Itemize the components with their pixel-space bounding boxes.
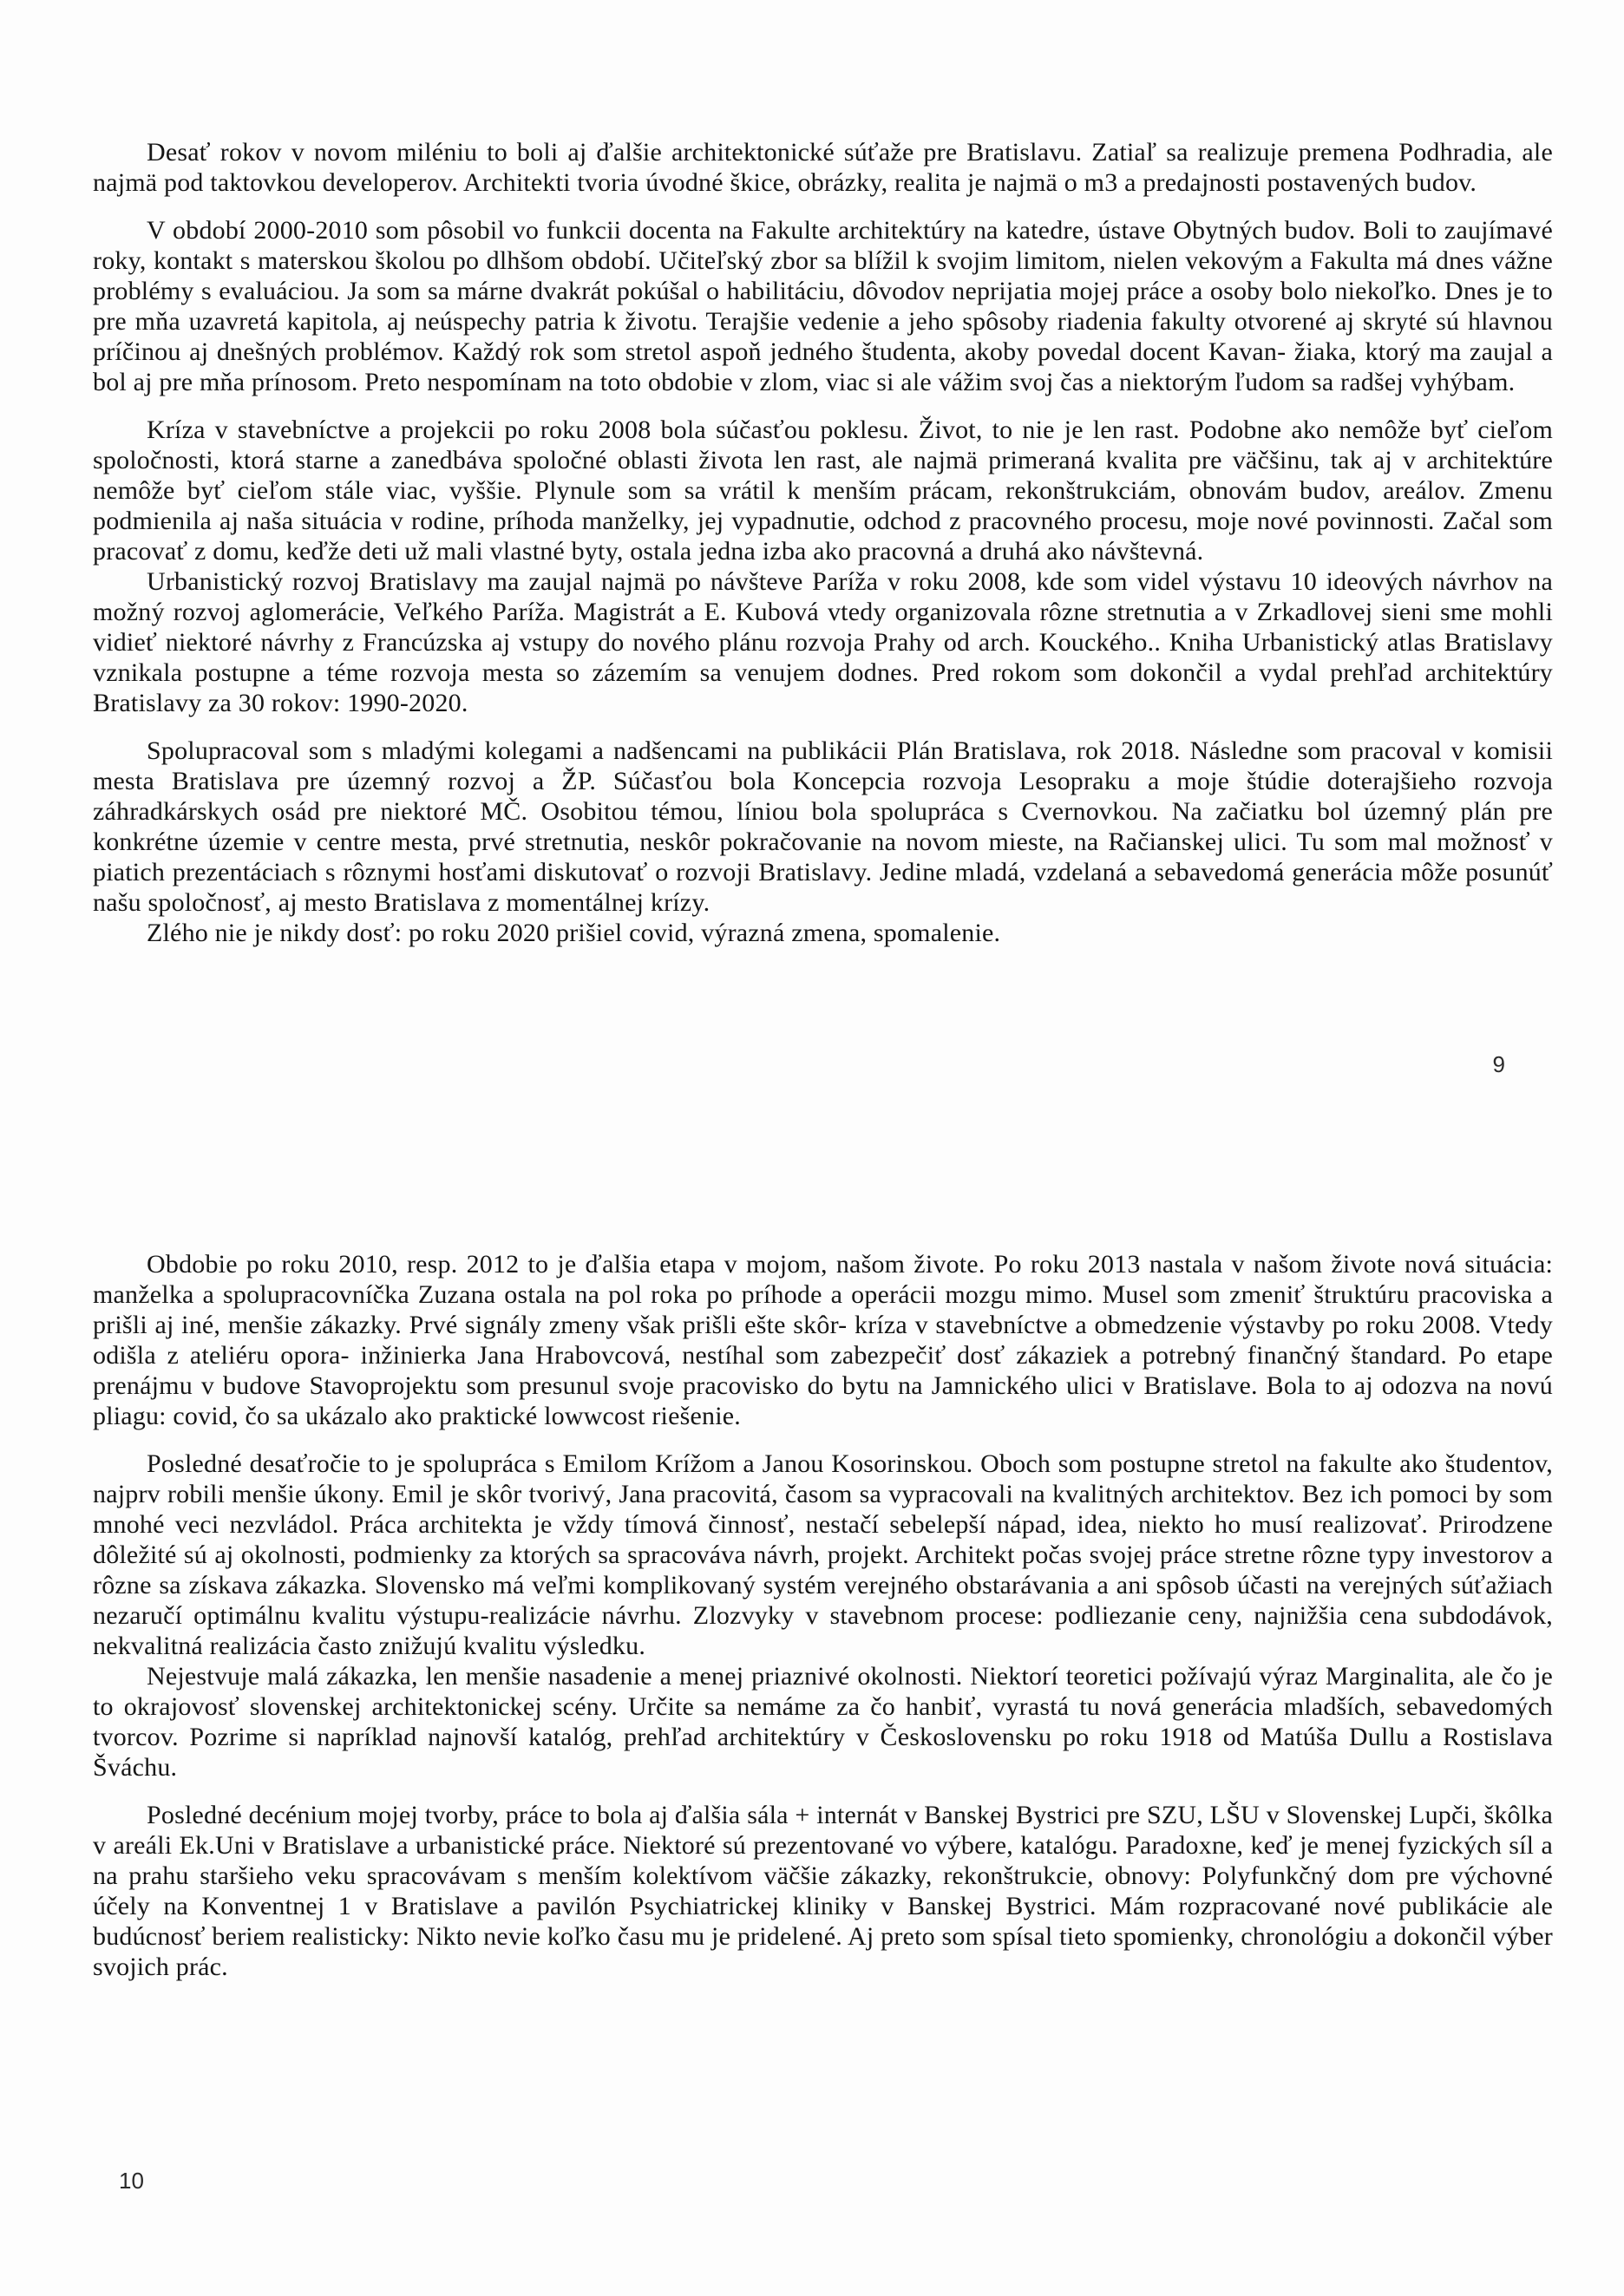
paragraph: Kríza v stavebníctve a projekcii po roku 2008 bola súčasťou poklesu. Život, to nie je len rast. Podobne ako nemôže byť cieľom spoločnosti, ktorá starne a zanedbáva spoločné oblasti života len rast, ale najmä primeraná kvalita pre väčšinu, tak aj v architektúre nemôže byť cieľom stále viac, vyššie. Plynule som sa vrátil k menším prácam, rekonštrukciám, obnovám budov, areálov. Zmenu podmienila aj naša situácia v rodine, príhoda manželky, jej vypadnutie, odchod z pracovného procesu, moje nové povinnosti. Začal som pracovať z domu, keďže deti už mali vlastné byty, ostala jedna izba ako pracovná a druhá ako návštevná. xyxy=(93,415,1553,566)
paragraph: Obdobie po roku 2010, resp. 2012 to je ďalšia etapa v mojom, našom živote. Po roku 2013 nastala v našom živote nová situácia: manželka a spolupracovníčka Zuzana ostala na pol roka po príhode a operácii mozgu mimo. Musel som zmeniť štruktúru pracoviska a prišli aj iné, menšie zákazky. Prvé signály zmeny však prišli ešte skôr- kríza v stavebníctve a obmedzenie výstavby po roku 2008. Vtedy odišla z ateliéru opora- inžinierka Jana Hrabovcová, nestíhal som zabezpečiť dosť zákaziek a potrebný finančný štandard. Po etape prenájmu v budove Stavoprojektu som presunul svoje pracovisko do bytu na Jamnického ulici v Bratislave. Bola to aj odozva na novú pliagu: covid, čo sa ukázalo ako praktické lowwcost riešenie. xyxy=(93,1250,1553,1430)
page-number: 10 xyxy=(119,2168,144,2194)
paragraph: Urbanistický rozvoj Bratislavy ma zaujal najmä po návšteve Paríža v roku 2008, kde som videl výstavu 10 ideových návrhov na možný rozvoj aglomerácie, Veľkého Paríža. Magistrát a E. Kubová vtedy organizovala rôzne stretnutia a v Zrkadlovej sieni sme mohli vidieť niektoré návrhy z Francúzska aj vstupy do nového plánu rozvoja Prahy od arch. Kouckého.. Kniha Urbanistický atlas Bratislavy vznikala postupne a téme rozvoja mesta so zázemím sa venujem dodnes. Pred rokom som dokončil a vydal prehľad architektúry Bratislavy za 30 rokov: 1990-2020. xyxy=(93,567,1553,717)
paragraph: Posledné desaťročie to je spolupráca s Emilom Krížom a Janou Kosorinskou. Oboch som postupne stretol na fakulte ako študentov, najprv robili menšie úkony. Emil je skôr tvorivý, Jana pracovitá, časom sa vypracovali na kvalitných architektov. Bez ich pomoci by som mnohé veci nezvládol. Práca architekta je vždy tímová činnosť, nestačí sebelepší nápad, idea, niekto ho musí realizovať. Prirodzene dôležité sú aj okolnosti, podmienky za ktorých sa spracováva návrh, projekt. Architekt počas svojej práce stretne rôzne typy investorov a rôzne sa získava zákazka. Slovensko má veľmi komplikovaný systém verejného obstarávania a ani spôsob účasti na verejných súťažiach nezaručí optimálnu kvalitu výstupu-realizácie návrhu. Zlozvyky v stavebnom procese: podliezanie ceny, najnižšia cena subdodávok, nekvalitná realizácia často znižujú kvalitu výsledku. xyxy=(93,1449,1553,1660)
paragraph: Nejestvuje malá zákazka, len menšie nasadenie a menej priaznivé okolnosti. Niektorí teoretici požívajú výraz Marginalita, ale čo je to okrajovosť slovenskej architektonickej scény. Určite sa nemáme za čo hanbiť, vyrastá tu nová generácia mladších, sebavedomých tvorcov. Pozrime si napríklad najnovší katalóg, prehľad architektúry v Československu po roku 1918 od Matúša Dullu a Rostislava Šváchu. xyxy=(93,1662,1553,1782)
page-number: 9 xyxy=(1492,1051,1505,1077)
paragraph: Desať rokov v novom miléniu to boli aj ďalšie architektonické súťaže pre Bratislavu. Zatiaľ sa realizuje premena Podhradia, ale najmä pod taktovkou developerov. Architekti tvoria úvodné škice, obrázky, realita je najmä o m3 a predajnosti postavených budov. xyxy=(93,138,1553,197)
page-9-text-block xyxy=(93,137,1553,948)
page-10 xyxy=(0,1148,1624,2296)
page-10-text-block xyxy=(93,1249,1553,1982)
paragraph: Zlého nie je nikdy dosť: po roku 2020 prišiel covid, výrazná zmena, spomalenie. xyxy=(147,919,1001,947)
paragraph: Spolupracoval som s mladými kolegami a nadšencami na publikácii Plán Bratislava, rok 2018. Následne som pracoval v komisii mesta Bratislava pre územný rozvoj a ŽP. Súčasťou bola Koncepcia rozvoja Lesopraku a moje štúdie doterajšieho rozvoja záhradkárskych osád pre niektoré MČ. Osobitou témou, líniou bola spolupráca s Cvernovkou. Na začiatku bol územný plán pre konkrétne územie v centre mesta, prvé stretnutia, neskôr pokračovanie na novom mieste, na Račianskej ulici. Tu som mal možnosť v piatich prezentáciach s rôznymi hosťami diskutovať o rozvoji Bratislavy. Jedine mladá, vzdelaná a sebavedomá generácia môže posunúť našu spoločnosť, aj mesto Bratislava z momentálnej krízy. xyxy=(93,736,1553,917)
paragraph: V období 2000-2010 som pôsobil vo funkcii docenta na Fakulte architektúry na katedre, ústave Obytných budov. Boli to zaujímavé roky, kontakt s materskou školou po dlhšom období. Učiteľský zbor sa blížil k svojim limitom, nielen vekovým a Fakulta má dnes vážne problémy s evaluáciou. Ja som sa márne dvakrát pokúšal o habilitáciu, dôvodov neprijatia mojej práce a osoby bolo niekoľko. Dnes je to pre mňa uzavretá kapitola, aj neúspechy patria k životu. Terajšie vedenie a jeho spôsoby riadenia fakulty otvorené aj skryté sú hlavnou príčinou aj dnešných problémov. Každý rok som stretol aspoň jedného študenta, akoby povedal docent Kavan- žiaka, ktorý ma zaujal a bol aj pre mňa prínosom. Preto nespomínam na toto obdobie v zlom, viac si ale vážim svoj čas a niektorým ľudom sa radšej vyhýbam. xyxy=(93,216,1553,396)
paragraph: Posledné decénium mojej tvorby, práce to bola aj ďalšia sála + internát v Banskej Bystrici pre SZU, LŠU v Slovenskej Lupči, škôlka v areáli Ek.Uni v Bratislave a urbanistické práce. Niektoré sú prezentované vo výbere, katalógu. Paradoxne, keď je menej fyzických síl a na prahu staršieho veku spracovávam s menším kolektívom väčšie zákazky, rekonštrukcie, obnovy: Polyfunkčný dom pre výchovné účely na Konventnej 1 v Bratislave a pavilón Psychiatrickej kliniky v Banskej Bystrici. Mám rozpracované nové publikácie ale budúcnosť beriem realisticky: Nikto nevie koľko času mu je pridelené. Aj preto som spísal tieto spomienky, chronológiu a dokončil výber svojich prác. xyxy=(93,1801,1553,1981)
